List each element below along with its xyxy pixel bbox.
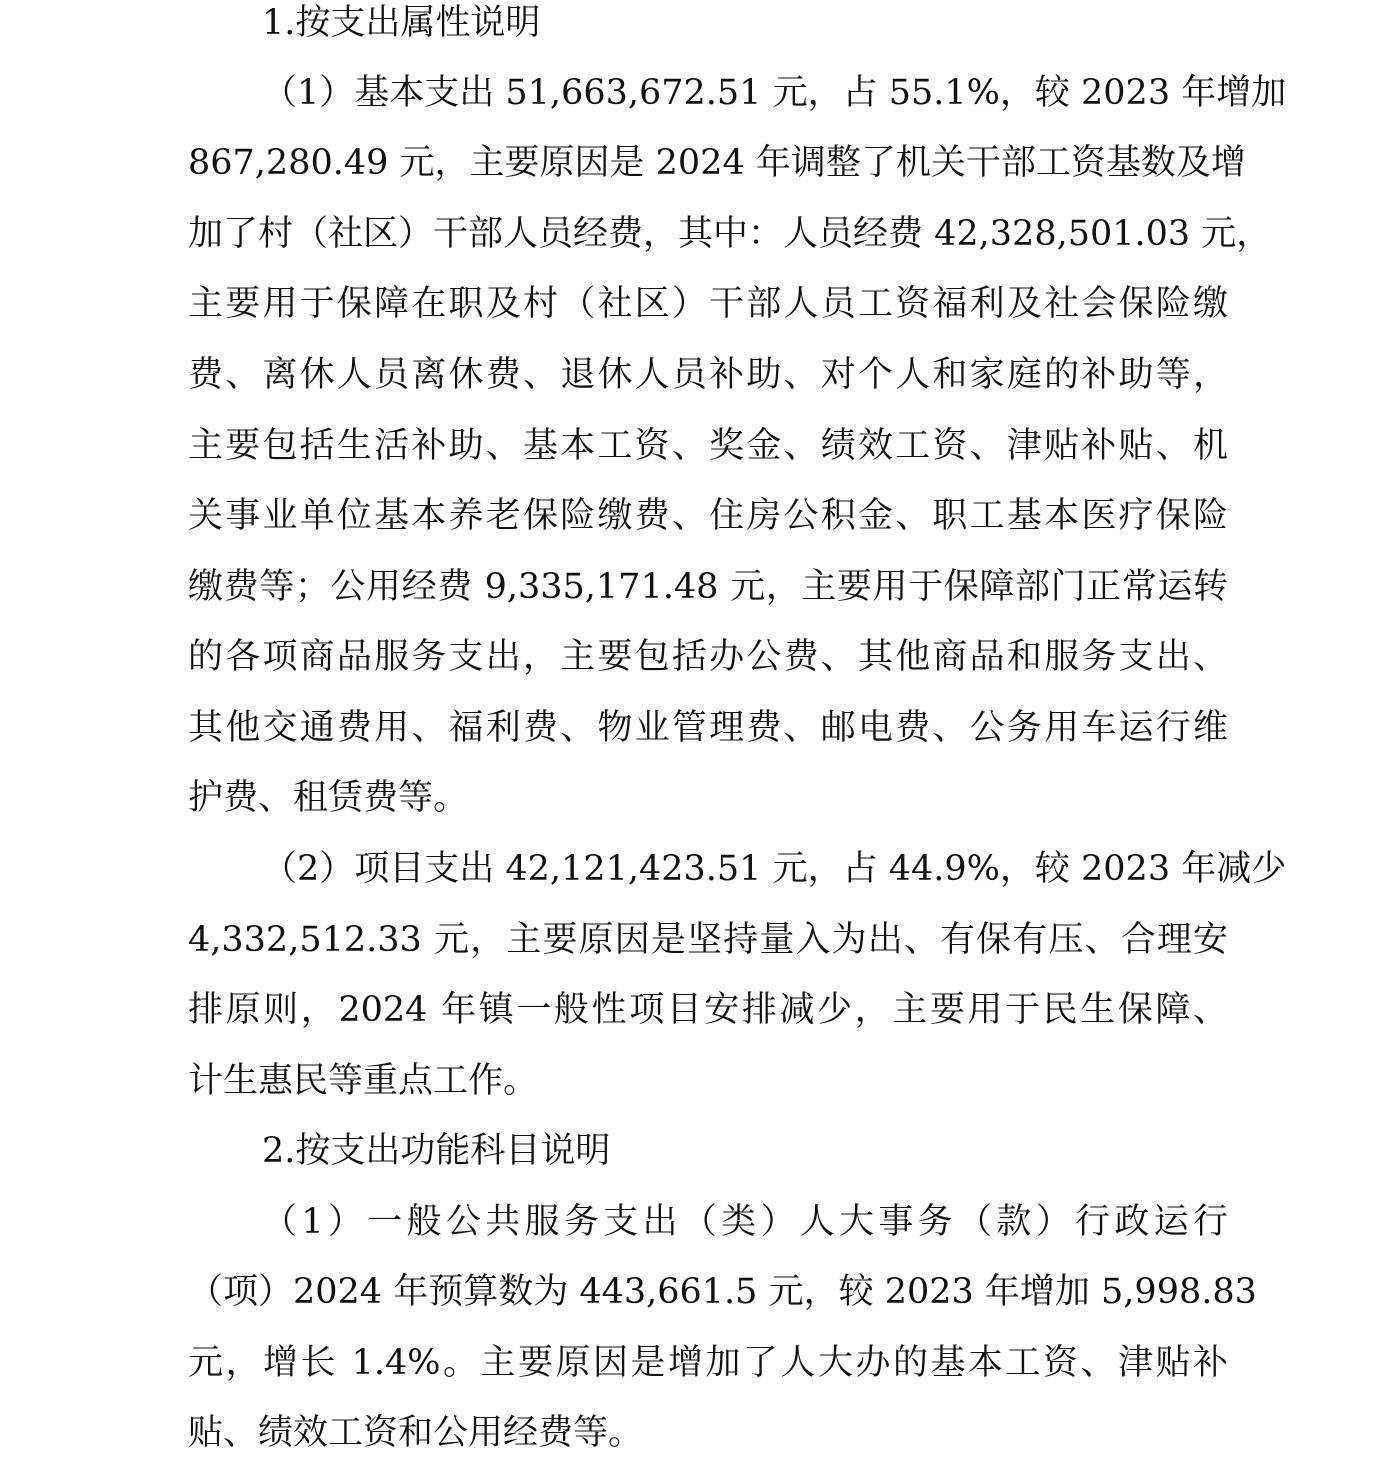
paragraph-line: 4,332,512.33 元，主要原因是坚持量入为出、有保有压、合理安 [188, 920, 1228, 960]
paragraph-line: 主要包括生活补助、基本工资、奖金、绩效工资、津贴补贴、机 [188, 426, 1228, 466]
paragraph-line: 元，增长 1.4%。主要原因是增加了人大办的基本工资、津贴补 [188, 1343, 1228, 1383]
paragraph-line: 费、离休人员离休费、退休人员补助、对个人和家庭的补助等， [188, 355, 1228, 395]
section-2-heading: 2.按支出功能科目说明 [262, 1131, 611, 1171]
paragraph-line: 加了村（社区）干部人员经费，其中：人员经费 42,328,501.03 元， [188, 214, 1272, 254]
paragraph-line: 关事业单位基本养老保险缴费、住房公积金、职工基本医疗保险 [188, 496, 1228, 536]
paragraph-line: 护费、租赁费等。 [188, 778, 469, 818]
paragraph-line: 主要用于保障在职及村（社区）干部人员工资福利及社会保险缴 [188, 284, 1228, 324]
paragraph-line: （2）项目支出 42,121,423.51 元，占 44.9%，较 2023 年减少 [262, 849, 1287, 889]
paragraph-line: 的各项商品服务支出，主要包括办公费、其他商品和服务支出、 [188, 637, 1228, 677]
paragraph-line: 计生惠民等重点工作。 [188, 1061, 539, 1101]
paragraph-line: 排原则，2024 年镇一般性项目安排减少，主要用于民生保障、 [188, 990, 1228, 1030]
paragraph-line: （1）一般公共服务支出（类）人大事务（款）行政运行 [262, 1202, 1228, 1242]
paragraph-line: 867,280.49 元，主要原因是 2024 年调整了机关干部工资基数及增 [188, 143, 1246, 183]
paragraph-line: 其他交通费用、福利费、物业管理费、邮电费、公务用车运行维 [188, 708, 1228, 748]
paragraph-line: （项）2024 年预算数为 443,661.5 元，较 2023 年增加 5,998.83 [188, 1272, 1257, 1312]
paragraph-line: 缴费等；公用经费 9,335,171.48 元，主要用于保障部门正常运转 [188, 567, 1228, 607]
paragraph-line: 贴、绩效工资和公用经费等。 [188, 1413, 644, 1453]
section-1-heading: 1.按支出属性说明 [262, 3, 541, 43]
paragraph-line: （1）基本支出 51,663,672.51 元，占 55.1%，较 2023 年增加 [262, 73, 1287, 113]
